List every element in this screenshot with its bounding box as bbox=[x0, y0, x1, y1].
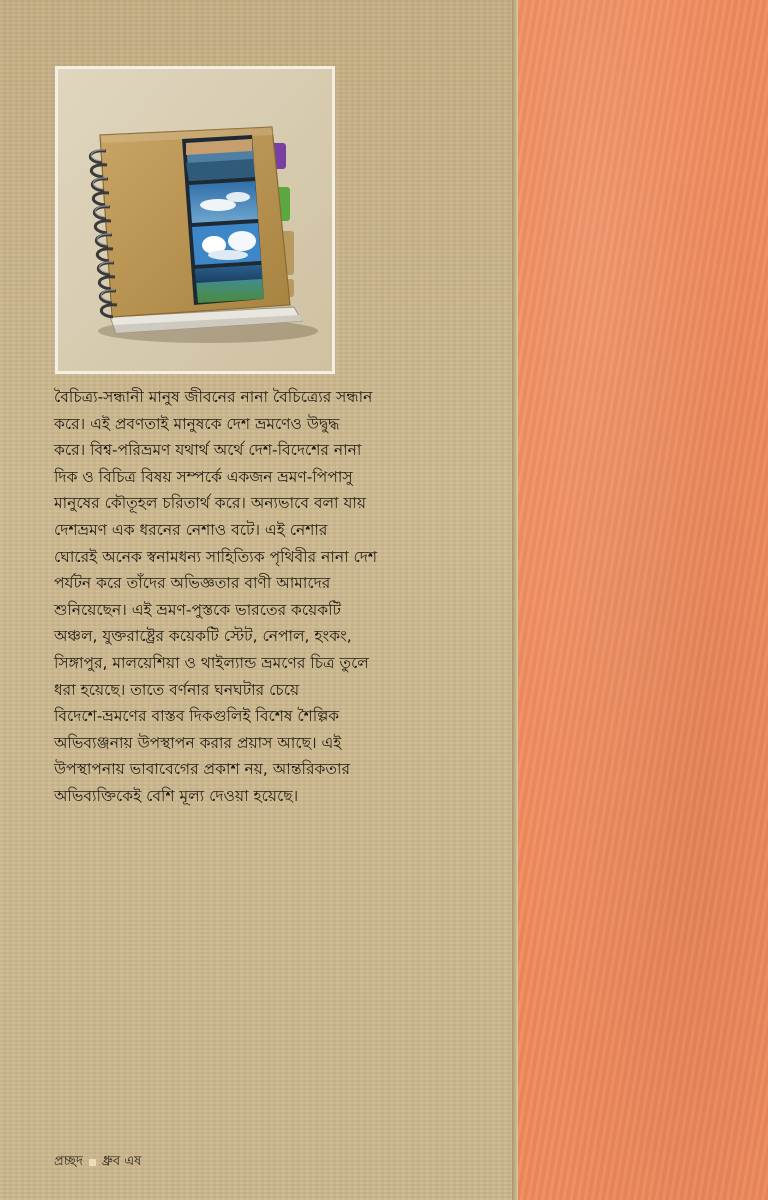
blurb-line: সিঙ্গাপুর, মালয়েশিয়া ও থাইল্যান্ড ভ্রমণের চিত্র তুলে bbox=[54, 653, 369, 672]
blurb-line: ঘোরেই অনেক স্বনামধন্য সাহিত্যিক পৃথিবীর নানা দেশ bbox=[54, 547, 378, 566]
blurb-line: মানুষের কৌতূহল চরিতার্থ করে। অন্যভাবে বলা যায় bbox=[54, 494, 367, 513]
blurb-line: পর্যটন করে তাঁদের অভিজ্ঞতার বাণী আমাদের bbox=[54, 574, 331, 593]
illustration-frame bbox=[55, 66, 335, 374]
credit-label: প্রচ্ছদ bbox=[54, 1154, 83, 1169]
blurb-line: করে। বিশ্ব-পরিভ্রমণ যথার্থ অর্থে দেশ-বিদেশের নানা bbox=[54, 441, 362, 460]
blurb-line: বৈচিত্র্য-সন্ধানী মানুষ জীবনের নানা বৈচিত্র্যের সন্ধান bbox=[54, 388, 373, 406]
credit-separator bbox=[89, 1159, 96, 1166]
blurb-line: দিক ও বিচিত্র বিষয় সম্পর্কে একজন ভ্রমণ-পিপাসু bbox=[54, 467, 353, 486]
blurb-paragraph bbox=[54, 384, 454, 810]
blurb-line: বিদেশে-ভ্রমণের বাস্তব দিকগুলিই বিশেষ শৈল্পিক bbox=[54, 707, 340, 726]
blurb-line: অভিব্যঞ্জনায় উপস্থাপন করার প্রয়াস আছে। এই bbox=[54, 733, 342, 752]
blurb-line: শুনিয়েছেন। এই ভ্রমণ-পুস্তকে ভারতের কয়েকটি bbox=[54, 600, 341, 619]
blurb-line: করে। এই প্রবণতাই মানুষকে দেশ ভ্রমণেও উদ্বুদ্ধ bbox=[54, 414, 340, 433]
blurb-line: উপস্থাপনায় ভাবাবেগের প্রকাশ নয়, আন্তরিকতার bbox=[54, 760, 350, 779]
blurb-line: অভিব্যক্তিকেই বেশি মূল্য দেওয়া হয়েছে। bbox=[54, 786, 299, 805]
credit-name: ধ্রুব এষ bbox=[101, 1154, 142, 1169]
blurb-line: অঞ্চল, যুক্তরাষ্ট্রের কয়েকটি স্টেট, নেপাল, হংকং, bbox=[54, 627, 352, 646]
blurb-line: ধরা হয়েছে। তাতে বর্ণনার ঘনঘটার চেয়ে bbox=[54, 680, 300, 699]
spiral-notebook-icon bbox=[58, 69, 332, 371]
orange-panel bbox=[518, 0, 768, 1200]
blurb-line: দেশভ্রমণ এক ধরনের নেশাও বটে। এই নেশার bbox=[54, 520, 328, 539]
cover-credit bbox=[54, 1152, 141, 1173]
